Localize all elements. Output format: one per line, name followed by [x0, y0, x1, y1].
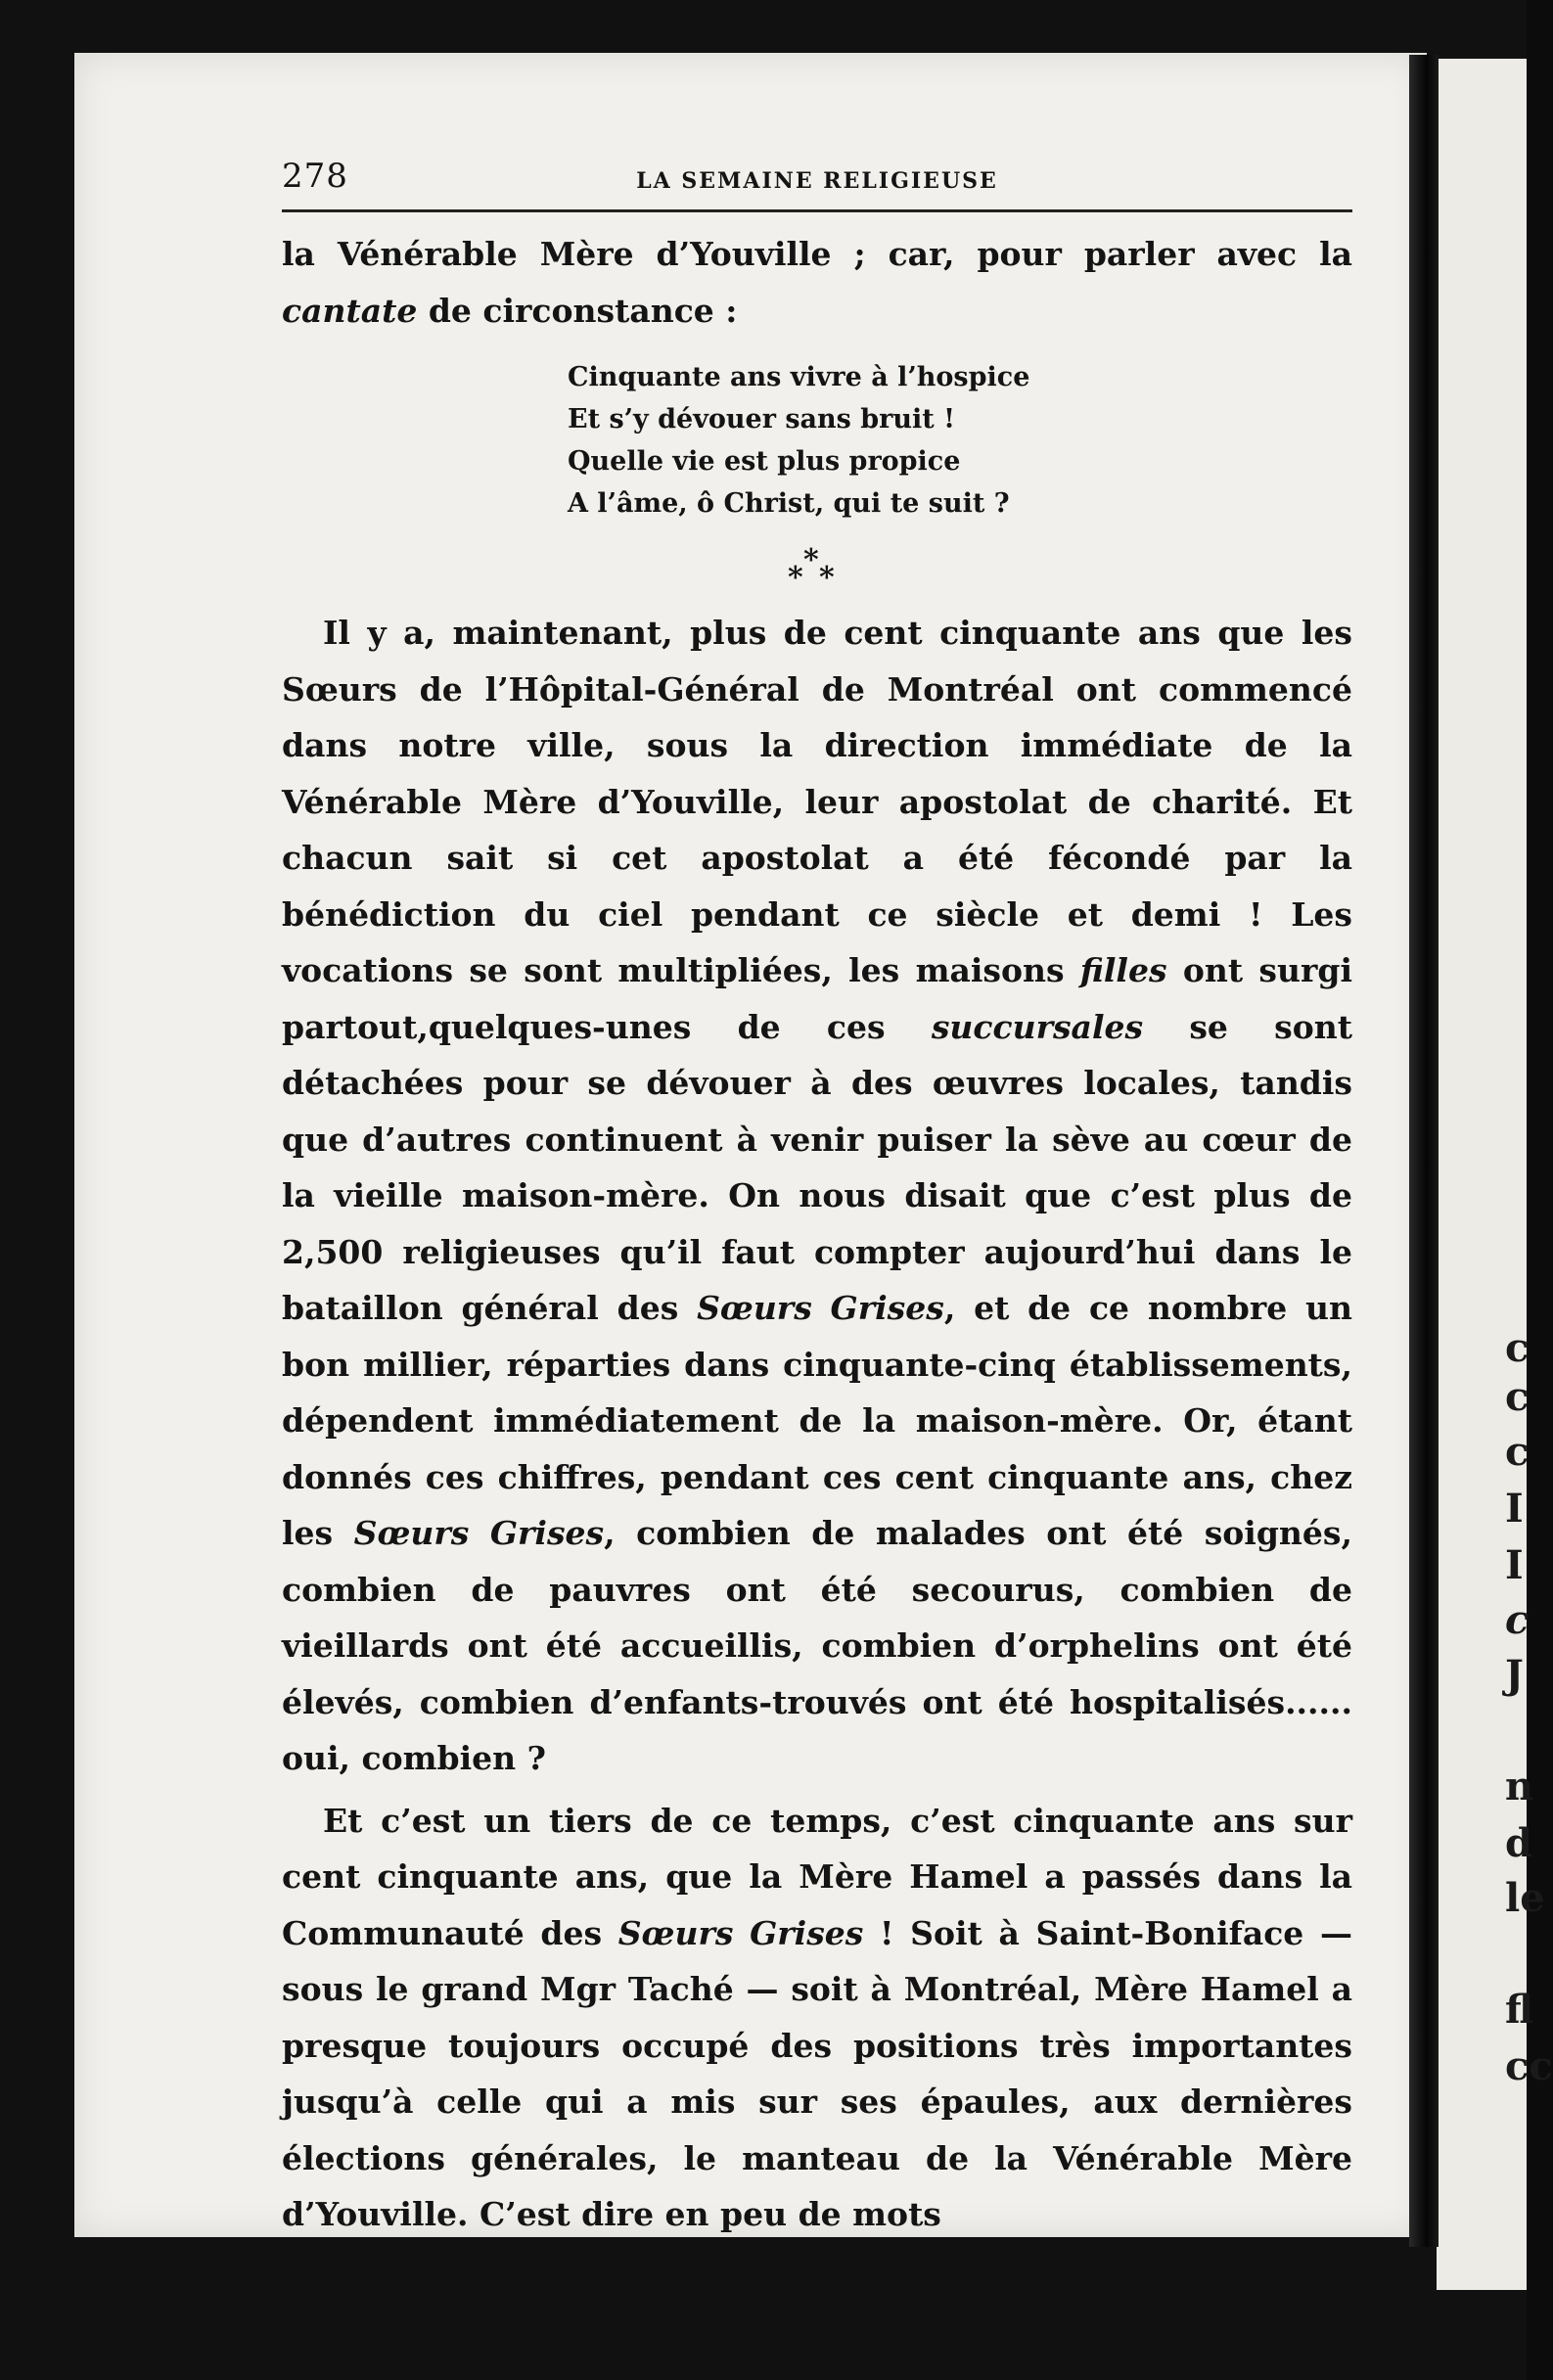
asterism-star: *	[819, 561, 835, 595]
poem-line: Quelle vie est plus propice	[568, 446, 961, 477]
paragraph	[282, 605, 1352, 1787]
facing-page-fragment: c	[1505, 1325, 1530, 1371]
paragraph	[282, 226, 1352, 339]
poem-line: Cinquante ans vivre à l’hospice	[568, 362, 1030, 392]
italic-text: cantate	[282, 291, 418, 330]
facing-page-edge	[1437, 59, 1553, 2290]
page-content	[282, 147, 1352, 2243]
text-run: Et c’est un tiers de ce temps, c’est cinquante ans sur cent cinquante ans, que la Mère Hamel a passés dans la Communauté des	[282, 1801, 1352, 1952]
text-run: ! Soit à Saint-Boniface — sous le grand Mgr Taché — soit à Montréal, Mère Hamel a presque toujours occupé des positions très importantes jusqu’à celle qui a mis sur ses épaules, aux dernières élections générales, le manteau de la Vénérable Mère d’Youville. C’est dire en peu de mots	[282, 1913, 1352, 2233]
facing-page-fragment: c	[1505, 1429, 1530, 1475]
text-run: la Vénérable Mère d’Youville ; car, pour parler avec la	[282, 235, 1352, 273]
asterism-star: *	[803, 543, 819, 577]
text-run: , et de ce nombre un bon millier, réparties dans cinquante-cinq établissements, dépendent immédiatement de la maison-mère. Or, étant donnés ces chiffres, pendant ces cent cinquante ans, chez les	[282, 1289, 1352, 1552]
facing-page-fragment: c	[1505, 1597, 1530, 1643]
page-header	[282, 147, 1352, 212]
facing-page-fragment: d	[1505, 1820, 1532, 1866]
facing-page-fragment: cc	[1505, 2043, 1553, 2089]
facing-page-fragment: I	[1505, 1542, 1524, 1588]
paragraph	[282, 1793, 1352, 2243]
facing-page-fragment: fl	[1505, 1987, 1534, 2033]
italic-text: Sœurs Grises	[617, 1913, 864, 1952]
facing-page-fragment: c	[1505, 1374, 1530, 1420]
poem-quote	[568, 356, 1352, 525]
facing-page-fragment: le	[1505, 1875, 1545, 1921]
book-gutter	[1409, 55, 1439, 2247]
text-run: se sont détachées pour se dévouer à des œuvres locales, tandis que d’autres continuent à venir puiser la sève au cœur de la vieille maison-mère. On nous disait que c’est plus de 2,500 religieuses qu’il faut compter aujourd’hui dans le bataillon général des	[282, 1007, 1352, 1327]
page-number: 278	[282, 157, 348, 196]
poem-line: Et s’y dévouer sans bruit !	[568, 404, 955, 435]
facing-page-fragment: n	[1505, 1763, 1534, 1809]
body-text	[282, 226, 1352, 2243]
italic-text: Sœurs Grises	[697, 1289, 944, 1327]
facing-page-fragment: J	[1505, 1652, 1524, 1698]
asterism-star: *	[788, 561, 803, 595]
text-run: ont surgi partout,quelques-unes de ces	[282, 951, 1352, 1046]
asterism-separator	[282, 525, 1352, 605]
poem-line: A l’âme, ô Christ, qui te suit ?	[568, 488, 1010, 519]
facing-page-fragment: I	[1505, 1486, 1524, 1532]
running-title: LA SEMAINE RELIGIEUSE	[636, 168, 998, 194]
text-run: Il y a, maintenant, plus de cent cinquante ans que les Sœurs de l’Hôpital-Général de Montréal ont commencé dans notre ville, sous la direction immédiate de la Vénérable Mère d’Youville, leur apostolat de charité. Et chacun sait si cet apostolat a été fécondé par la bénédiction du ciel pendant ce siècle et demi ! Les vocations se sont multipliées, les maisons	[282, 614, 1352, 989]
italic-text: Sœurs Grises	[353, 1514, 605, 1552]
italic-text: filles	[1079, 951, 1167, 989]
text-run: , combien de malades ont été soignés, combien de pauvres ont été secourus, combien de vieillards ont été accueillis, combien d’orphelins ont été élevés, combien d’enfants-trouvés ont été hospitalisés...... oui, combien ?	[282, 1514, 1352, 1777]
text-run: de circonstance :	[417, 291, 738, 330]
italic-text: succursales	[931, 1007, 1144, 1046]
